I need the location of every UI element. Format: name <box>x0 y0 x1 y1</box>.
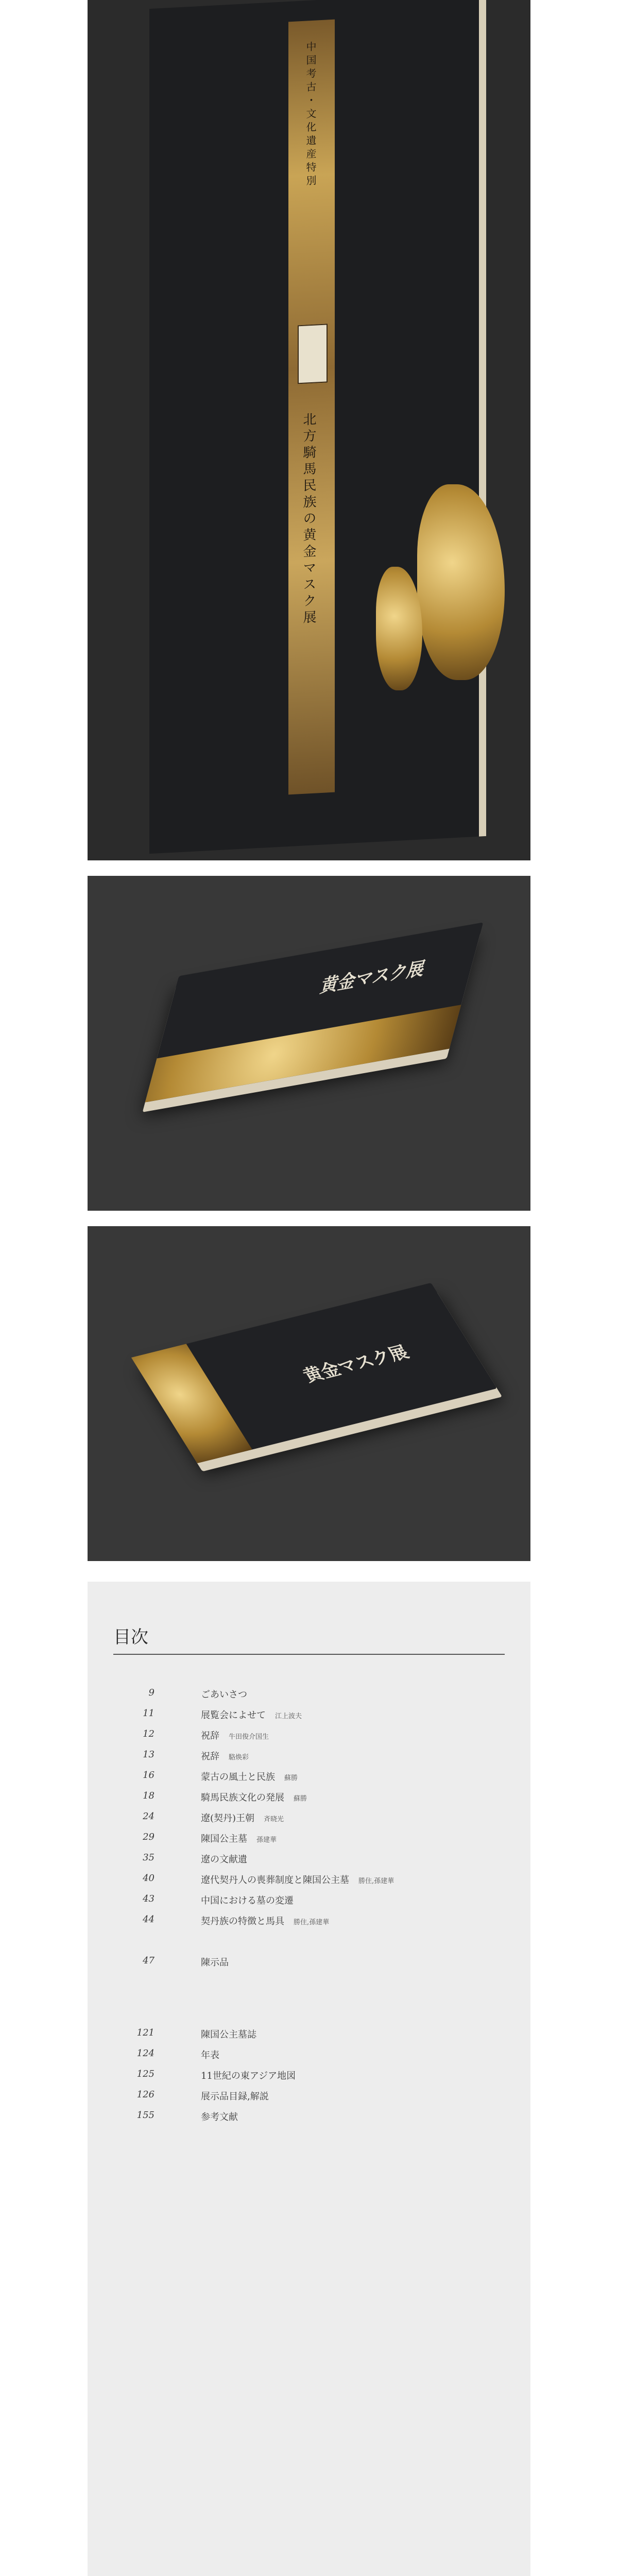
toc-page-number: 43 <box>143 1893 154 1904</box>
toc-entry <box>88 1873 530 1890</box>
toc-entry-text <box>201 1852 256 1866</box>
toc-entry-author: 江上波夫 <box>275 1713 302 1720</box>
toc-entry <box>88 1687 530 1705</box>
toc-page-number: 11 <box>143 1708 154 1719</box>
photo-angled-cover-1 <box>88 876 530 1211</box>
toc-entry <box>88 1708 530 1725</box>
toc-entry-author: 蘇勝 <box>294 1795 307 1803</box>
toc-entry-text <box>201 1728 269 1742</box>
toc-page-number: 44 <box>143 1914 154 1925</box>
toc-entry-text <box>201 2069 305 2082</box>
toc-entry-text <box>201 1749 249 1762</box>
toc-entry-text <box>201 1708 302 1721</box>
toc-entry-author: 孫建華 <box>256 1836 277 1844</box>
golden-mask-image <box>417 484 505 680</box>
toc-entry-text <box>201 2048 229 2061</box>
toc-entry-title: 年表 <box>201 2050 219 2061</box>
toc-entry-author: 勝住,孫建華 <box>294 1919 330 1926</box>
toc-page-number: 35 <box>143 1852 154 1863</box>
table-of-contents-page <box>88 1582 530 2576</box>
toc-page-number: 155 <box>136 2110 154 2121</box>
toc-entry-title: 11世紀の東アジア地図 <box>201 2071 296 2081</box>
toc-entry-title: 展覧会によせて <box>201 1710 266 1721</box>
toc-entry-title: 蒙古の風土と民族 <box>201 1772 275 1783</box>
toc-entry <box>88 2027 530 2045</box>
book-angled <box>131 1283 497 1463</box>
toc-page-number: 124 <box>136 2048 154 2059</box>
toc-entry-author: 蘇勝 <box>284 1774 298 1782</box>
toc-entry-title: 祝辞 <box>201 1731 219 1741</box>
toc-entry <box>88 1852 530 1870</box>
toc-entry-text <box>201 1811 284 1824</box>
toc-entry-text <box>201 1955 238 1969</box>
photo-angled-cover-2 <box>88 1226 530 1561</box>
toc-entry-text <box>201 2110 247 2123</box>
toc-entry-author: 斉晓光 <box>264 1816 284 1823</box>
toc-entry <box>88 1728 530 1746</box>
toc-entry <box>88 2089 530 2107</box>
toc-entry-title: 陳示品 <box>201 1957 229 1968</box>
cover-title-angled: 黄金マスク展 <box>318 957 428 998</box>
toc-page-number: 126 <box>136 2089 154 2100</box>
toc-entry <box>88 1811 530 1828</box>
toc-entry-author: 牛田俊介国生 <box>229 1733 269 1741</box>
toc-entry <box>88 1914 530 1931</box>
toc-entry-title: 遼代契丹人の喪葬制度と陳国公主墓 <box>201 1875 349 1886</box>
toc-entry-text <box>201 1790 307 1804</box>
gold-band-image <box>145 1005 461 1102</box>
cover-title-angled: 黄金マスク展 <box>299 1342 413 1386</box>
toc-entry-title: 遼の文献遺 <box>201 1854 247 1865</box>
toc-page-number: 24 <box>143 1811 154 1822</box>
toc-entry <box>88 1955 530 1973</box>
toc-entry <box>88 1832 530 1849</box>
toc-page-number: 13 <box>143 1749 154 1760</box>
toc-entry-title: 祝辞 <box>201 1751 219 1762</box>
toc-entry-author: 駱焕彩 <box>229 1754 249 1761</box>
toc-entry-title: 中国における墓の変遷 <box>201 1895 294 1906</box>
toc-entry-text <box>201 2089 278 2103</box>
toc-entry-text <box>201 2027 266 2041</box>
toc-page-number: 18 <box>143 1790 154 1801</box>
spine-title: 北方騎馬民族の黄金マスク展 <box>301 412 316 628</box>
spine-series-label: 中国考古・文化遺産特別 <box>304 41 317 189</box>
toc-entry <box>88 2110 530 2127</box>
toc-heading: 目次 <box>113 1627 148 1648</box>
toc-entry-title: 展示品目録,解説 <box>201 2091 269 2102</box>
toc-entry <box>88 1790 530 1808</box>
toc-entry-title: 騎馬民族文化の発展 <box>201 1792 284 1803</box>
toc-entry <box>88 2069 530 2086</box>
toc-entry-text <box>201 1914 329 1927</box>
toc-entry <box>88 1893 530 1911</box>
toc-page-number: 12 <box>143 1728 154 1739</box>
toc-page-number: 29 <box>143 1832 154 1842</box>
photo-spine-view <box>88 0 530 860</box>
toc-entry-title: 遼(契丹)王朝 <box>201 1813 255 1824</box>
toc-entry-title: 参考文献 <box>201 2112 238 2123</box>
toc-divider <box>113 1654 505 1655</box>
book-spine <box>288 20 335 795</box>
toc-entry-title: 陳国公主墓誌 <box>201 2029 256 2040</box>
toc-entry-title: 契丹族の特徴と馬具 <box>201 1916 284 1927</box>
toc-page-number: 121 <box>136 2027 154 2038</box>
toc-entry <box>88 1770 530 1787</box>
toc-page-number: 9 <box>148 1687 154 1698</box>
toc-entry <box>88 1749 530 1767</box>
toc-entry-text <box>201 1873 394 1886</box>
toc-entry-title: ごあいさつ <box>201 1689 247 1700</box>
spine-emblem <box>298 324 328 384</box>
gold-band-image <box>131 1344 252 1463</box>
toc-entry-text <box>201 1832 277 1845</box>
toc-entry-title: 陳国公主墓 <box>201 1834 247 1844</box>
toc-entry-text <box>201 1687 256 1701</box>
toc-page-number: 47 <box>143 1955 154 1966</box>
toc-entry-text <box>201 1893 303 1907</box>
toc-page-number: 125 <box>136 2069 154 2079</box>
toc-entry-author: 勝住,孫建華 <box>358 1877 394 1885</box>
toc-page-number: 40 <box>143 1873 154 1884</box>
book-angled <box>145 922 484 1102</box>
toc-entry <box>88 2048 530 2065</box>
toc-page-number: 16 <box>143 1770 154 1781</box>
toc-entry-text <box>201 1770 298 1783</box>
